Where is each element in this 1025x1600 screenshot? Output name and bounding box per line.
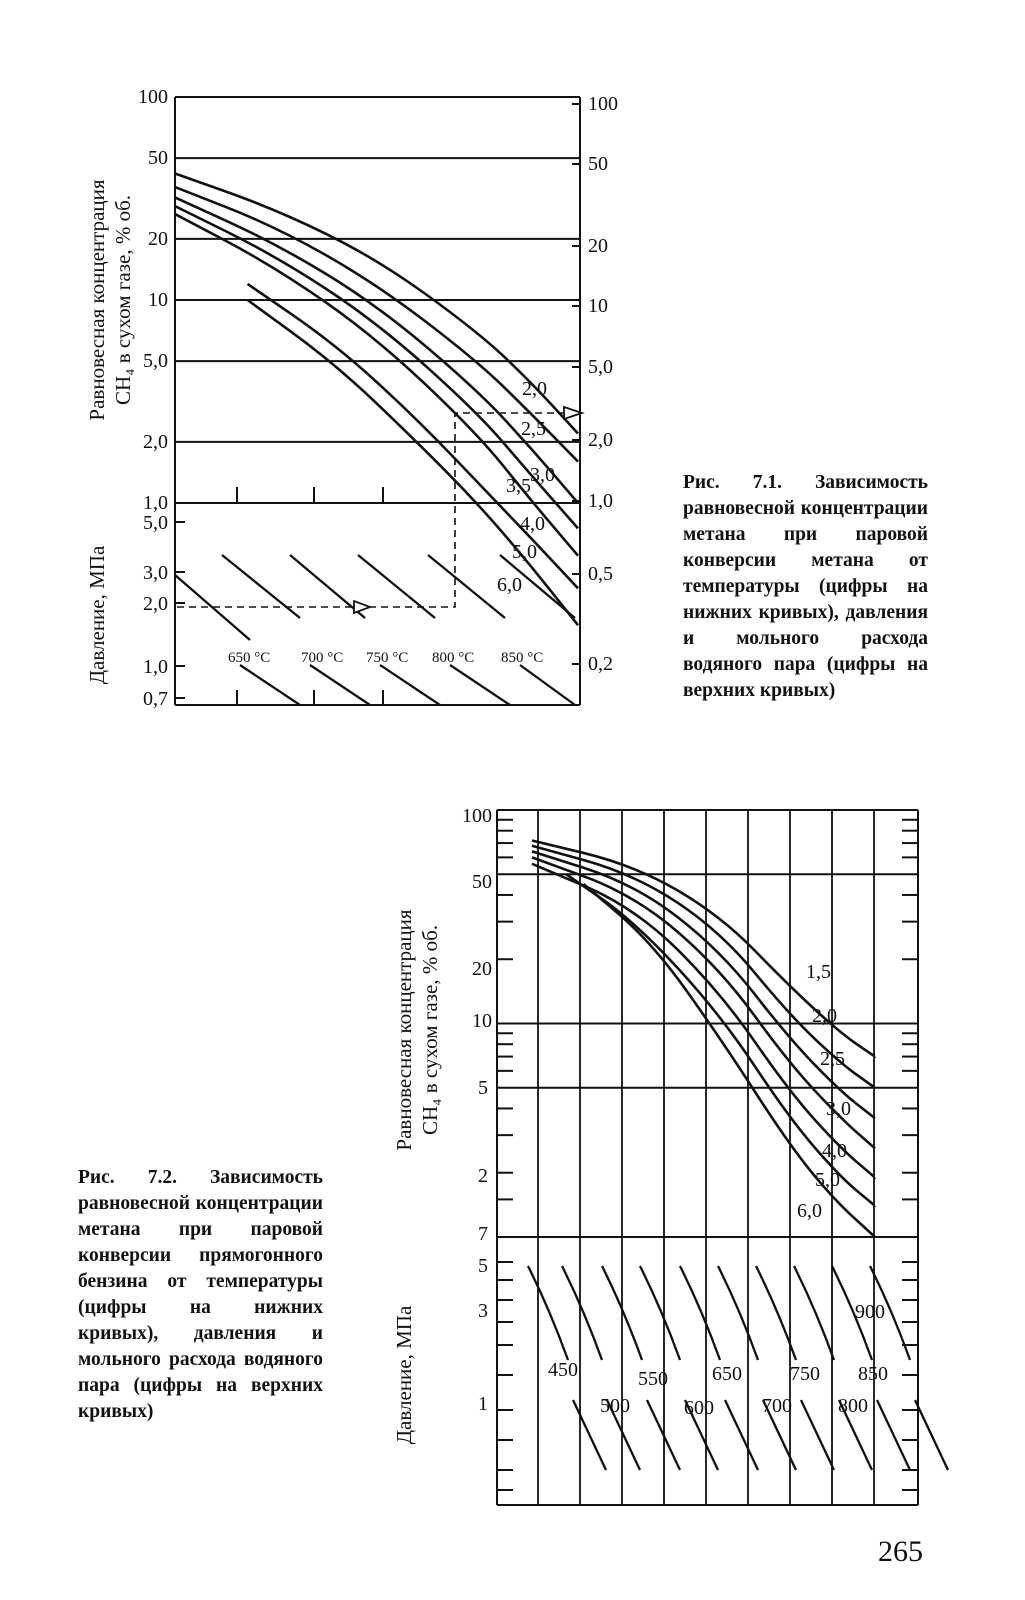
fig1-steam-label: 4,0	[520, 513, 545, 535]
fig2-steam-label: 2,0	[812, 1005, 837, 1027]
fig2-caption: Рис. 7.2. Зависимость равновесной концентрации метана при паровой конверсии прямогонного бензина от температуры (цифры на нижних кривых), давления и мольного расхода водяного пара (цифры на верхних кривых)	[78, 1167, 323, 1422]
fig2-temp-label: 650	[712, 1363, 742, 1385]
fig2-temp-label: 550	[638, 1368, 668, 1390]
fig2-steam-label: 3,0	[826, 1098, 851, 1120]
fig1-ytick-left: 1,0	[143, 492, 168, 514]
fig1-ytick-right: 20	[588, 235, 608, 257]
fig2-temp-label: 500	[600, 1395, 630, 1417]
fig1-ytick-right: 10	[588, 295, 608, 317]
fig1-steam-label: 5,0	[512, 541, 537, 563]
fig2-steam-label: 6,0	[797, 1200, 822, 1222]
fig2-temp-line	[528, 1266, 568, 1360]
fig2-ylabel-line2: CH₄ в сухом газе, % об.	[418, 924, 442, 1136]
fig1-steam-label: 2,0	[522, 378, 547, 400]
fig1-curve	[175, 197, 578, 503]
fig2-pressure-tick: 3	[478, 1300, 488, 1322]
fig2-steam-label: 4,0	[822, 1140, 847, 1162]
fig1-pressure-tick: 2,0	[143, 593, 168, 615]
fig1-temp-label: 800 °C	[432, 650, 475, 666]
fig1-curve	[175, 173, 578, 433]
fig1-temp-line	[450, 665, 510, 705]
fig1-ytick-right: 100	[588, 93, 618, 115]
fig2-ytick: 50	[472, 871, 492, 893]
fig1-pressure-label: Давление, МПа	[85, 545, 109, 685]
fig1-temp-line	[240, 665, 300, 705]
fig1-temp-label: 700 °C	[301, 650, 344, 666]
fig1-pressure-tick: 3,0	[143, 562, 168, 584]
fig2-curve	[532, 857, 875, 1148]
fig1-temp-line	[222, 555, 300, 618]
fig1-pressure-tick: 0,7	[143, 688, 168, 710]
page-number: 265	[878, 1535, 923, 1568]
fig1-ylabel-line2: CH₄ в сухом газе, % об.	[111, 194, 135, 406]
fig2-temp-label: 750	[790, 1363, 820, 1385]
fig2-temp-line	[680, 1266, 720, 1360]
fig1-temp-line	[380, 665, 440, 705]
fig1-curve	[175, 214, 578, 556]
fig2-temp-line	[718, 1266, 758, 1360]
fig2-pressure-tick: 5	[478, 1255, 488, 1277]
fig2-ytick: 10	[472, 1010, 492, 1032]
fig2-temp-line	[640, 1266, 680, 1360]
fig2-steam-label: 1,5	[806, 961, 831, 983]
fig2-ytick: 20	[472, 958, 492, 980]
fig1-temp-line	[358, 555, 435, 618]
fig1-steam-label: 2,5	[521, 418, 546, 440]
fig2-pressure-tick: 1	[478, 1393, 488, 1415]
fig1-temp-line	[428, 555, 505, 618]
fig2-temp-line	[562, 1266, 602, 1360]
fig1-temp-line	[520, 665, 575, 705]
fig1-ytick-left: 5,0	[143, 350, 168, 373]
fig2-ylabel-line1: Равновесная концентрация	[392, 909, 416, 1151]
fig1-pressure-tick: 5,0	[143, 512, 168, 534]
arrow-marker	[354, 601, 370, 613]
fig2-temp-line	[915, 1400, 948, 1470]
fig1-temp-label: 750 °C	[366, 650, 409, 666]
fig1-ytick-right: 1,0	[588, 490, 613, 512]
fig2-temp-label: 900	[855, 1301, 885, 1323]
fig1-arrows	[354, 407, 582, 613]
fig1-temperature-labels	[228, 650, 543, 666]
fig2-steam-label: 5,0	[815, 1169, 840, 1191]
fig1-ylabel-line1: Равновесная концентрация	[85, 179, 109, 421]
fig2-temp-label: 450	[548, 1359, 578, 1381]
fig1-temp-label: 650 °C	[228, 650, 271, 666]
fig1-ytick-left: 2,0	[143, 430, 168, 453]
fig2-temp-label: 800	[838, 1395, 868, 1417]
fig1-steam-label: 3,0	[530, 464, 555, 486]
fig1-ytick-left: 100	[138, 86, 168, 108]
fig1-ytick-right: 2,0	[588, 429, 613, 451]
fig1-pressure-tick: 1,0	[143, 656, 168, 678]
fig2-temp-label: 600	[684, 1397, 714, 1419]
fig1-steam-label: 3,5	[506, 475, 531, 497]
fig1-curve	[248, 300, 578, 625]
fig2-ylabels	[392, 909, 442, 1444]
fig1-ytick-left: 10	[148, 289, 168, 311]
fig1-ytick-left: 50	[148, 147, 168, 170]
fig2-yticks	[462, 805, 918, 1490]
fig2-pressure-label: Давление, МПа	[392, 1305, 416, 1445]
fig1-ytick-right: 0,5	[588, 563, 613, 585]
fig2-ytick: 2	[478, 1165, 488, 1187]
fig2-temp-label: 700	[762, 1395, 792, 1417]
fig2-ytick: 100	[462, 805, 492, 827]
fig2-ytick: 7	[478, 1223, 488, 1245]
fig2-temp-line	[794, 1266, 834, 1360]
fig1-temp-label: 850 °C	[501, 650, 544, 666]
fig2-ytick: 5	[478, 1077, 488, 1099]
fig1-ylabels	[85, 179, 135, 684]
fig1-caption: Рис. 7.1. Зависимость равновесной концентрации метана при паровой конверсии метана от температуры (цифры на нижних кривых), давления и мольного расхода водяного пара (цифры на верхних кривых)	[683, 472, 928, 701]
fig2-temp-line	[725, 1400, 758, 1470]
fig1-ytick-right: 5,0	[588, 356, 613, 378]
fig2-temperature-labels	[548, 1301, 888, 1419]
fig1-ytick-right: 0,2	[588, 653, 613, 675]
fig2-temp-line	[801, 1400, 834, 1470]
fig2-steam-label: 2,5	[820, 1048, 845, 1070]
fig1-ytick-right: 50	[588, 153, 608, 175]
fig1-ytick-left: 20	[148, 227, 168, 250]
fig1-steam-label: 6,0	[497, 574, 522, 596]
fig2-curve	[532, 851, 875, 1118]
fig1-temp-line	[310, 665, 370, 705]
fig2-temp-label: 850	[858, 1363, 888, 1385]
